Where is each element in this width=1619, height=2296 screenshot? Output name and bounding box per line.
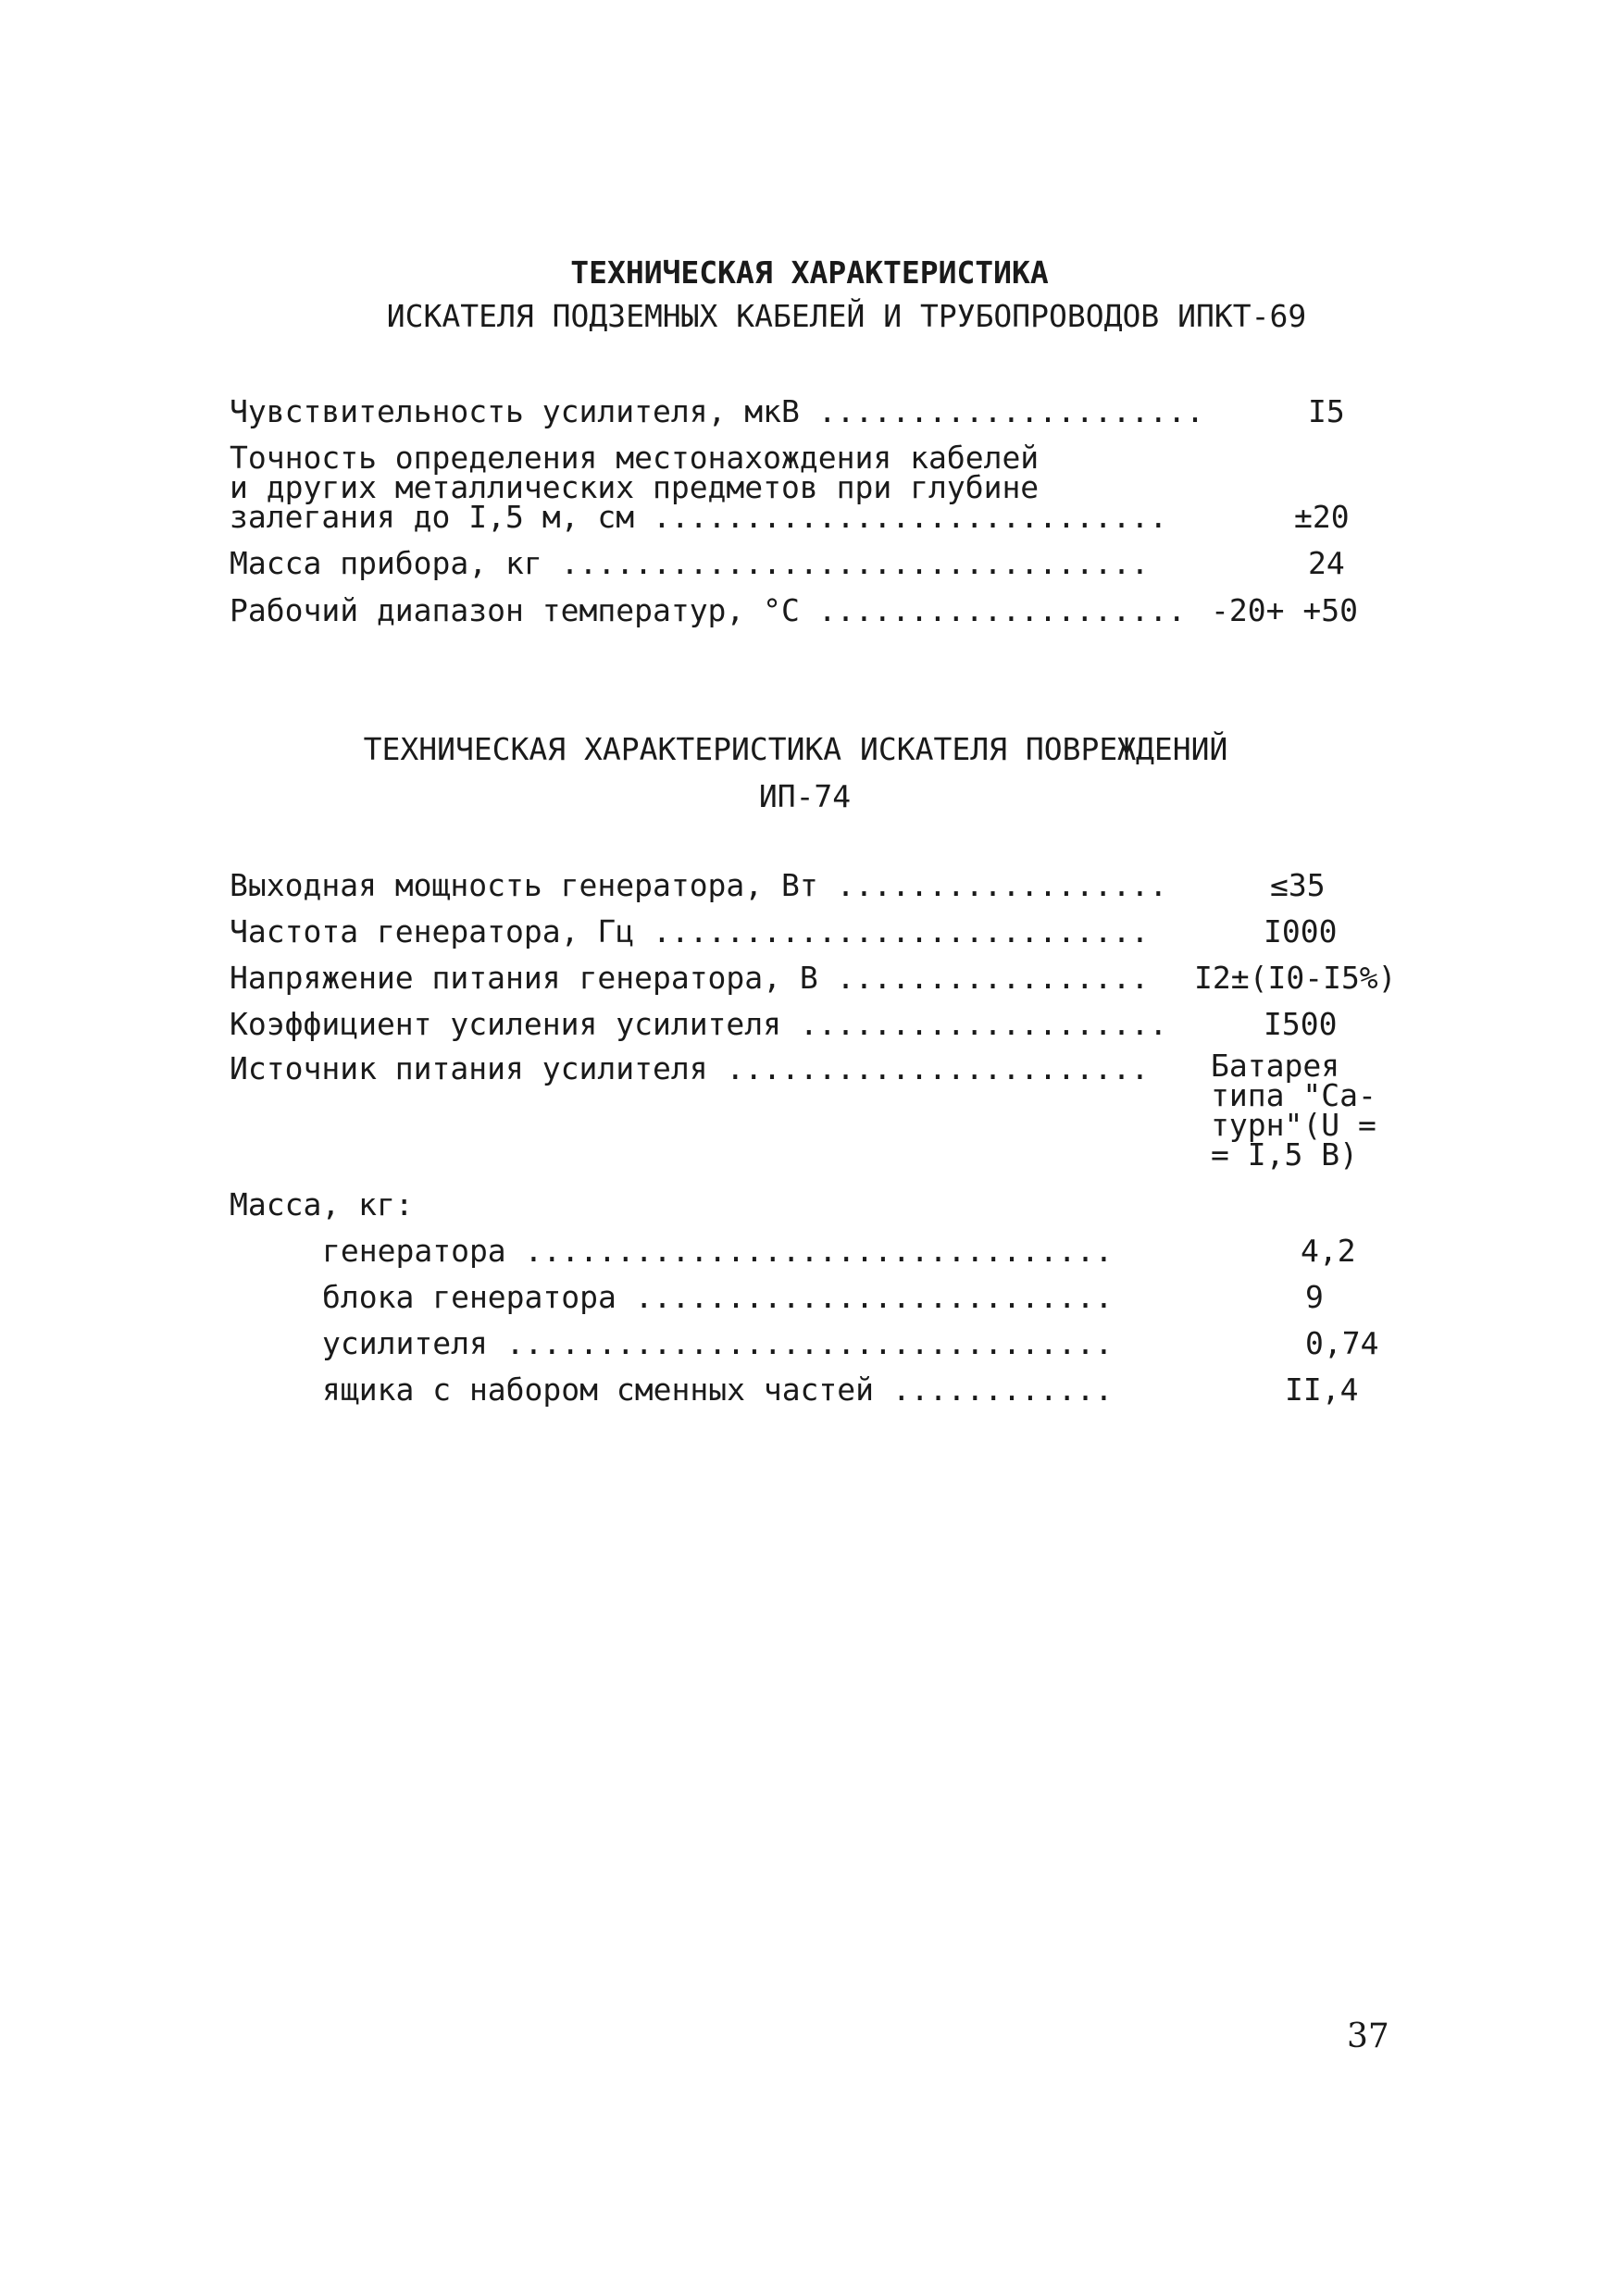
spec-label-frequency: Частота генератора, Гц ........................... [230, 913, 1150, 949]
spec-value-output-power: ≤35 [1270, 867, 1326, 903]
mass-label-generator-block: блока генератора .......................... [322, 1279, 1114, 1315]
spec-label-sensitivity: Чувствительность усилителя, мкВ ..................... [230, 393, 1204, 429]
spec-value-sensitivity: I5 [1308, 393, 1345, 429]
spec-value-gain: I500 [1264, 1006, 1338, 1042]
mass-value-generator-block: 9 [1305, 1279, 1324, 1315]
spec-label-accuracy-line2: и других металлических предметов при глубине [230, 469, 1040, 505]
mass-label-amplifier: усилителя ................................. [322, 1325, 1114, 1361]
spec-label-temperature: Рабочий диапазон температур, °С .................... [230, 592, 1187, 628]
spec-label-gain: Коэффициент усиления усилителя .................... [230, 1006, 1168, 1042]
spec-label-power-source: Источник питания усилителя ....................... [230, 1050, 1150, 1086]
mass-value-amplifier: 0,74 [1305, 1325, 1379, 1361]
section2-title-line1: ТЕХНИЧЕСКАЯ ХАРАКТЕРИСТИКА ИСКАТЕЛЯ ПОВРЕЖДЕНИЙ [363, 731, 1228, 767]
mass-value-spare-parts-box: II,4 [1285, 1371, 1359, 1408]
spec-value-power-source: Батарея типа "Са- турн"(U = = I,5 В) [1211, 1048, 1376, 1173]
mass-value-generator: 4,2 [1301, 1233, 1356, 1269]
section2-title-line2: ИП-74 [758, 778, 852, 814]
section1-title-line2: ИСКАТЕЛЯ ПОДЗЕМНЫХ КАБЕЛЕЙ И ТРУБОПРОВОДОВ ИПКТ-69 [386, 298, 1307, 334]
spec-label-device-mass: Масса прибора, кг ................................ [230, 545, 1150, 581]
spec-label-output-power: Выходная мощность генератора, Вт .................. [230, 867, 1168, 903]
spec-label-accuracy-line3: залегания до I,5 м, см ............................ [230, 499, 1168, 535]
mass-heading: Масса, кг: [230, 1186, 414, 1222]
spec-label-accuracy-line1: Точность определения местонахождения кабелей [230, 440, 1040, 476]
section1-title-line1: ТЕХНИЧЕСКАЯ ХАРАКТЕРИСТИКА [570, 254, 1049, 291]
spec-value-device-mass: 24 [1308, 545, 1345, 581]
spec-value-temperature: -20+ +50 [1211, 592, 1358, 628]
mass-label-generator: генератора ................................ [322, 1233, 1114, 1269]
spec-value-supply-voltage: I2±(I0-I5%) [1194, 960, 1397, 996]
spec-label-supply-voltage: Напряжение питания генератора, В ................. [230, 960, 1150, 996]
spec-value-frequency: I000 [1264, 913, 1338, 949]
spec-value-accuracy: ±20 [1294, 499, 1350, 535]
page-number: 37 [1347, 2017, 1389, 2055]
mass-label-spare-parts-box: ящика с набором сменных частей ............ [322, 1371, 1114, 1408]
